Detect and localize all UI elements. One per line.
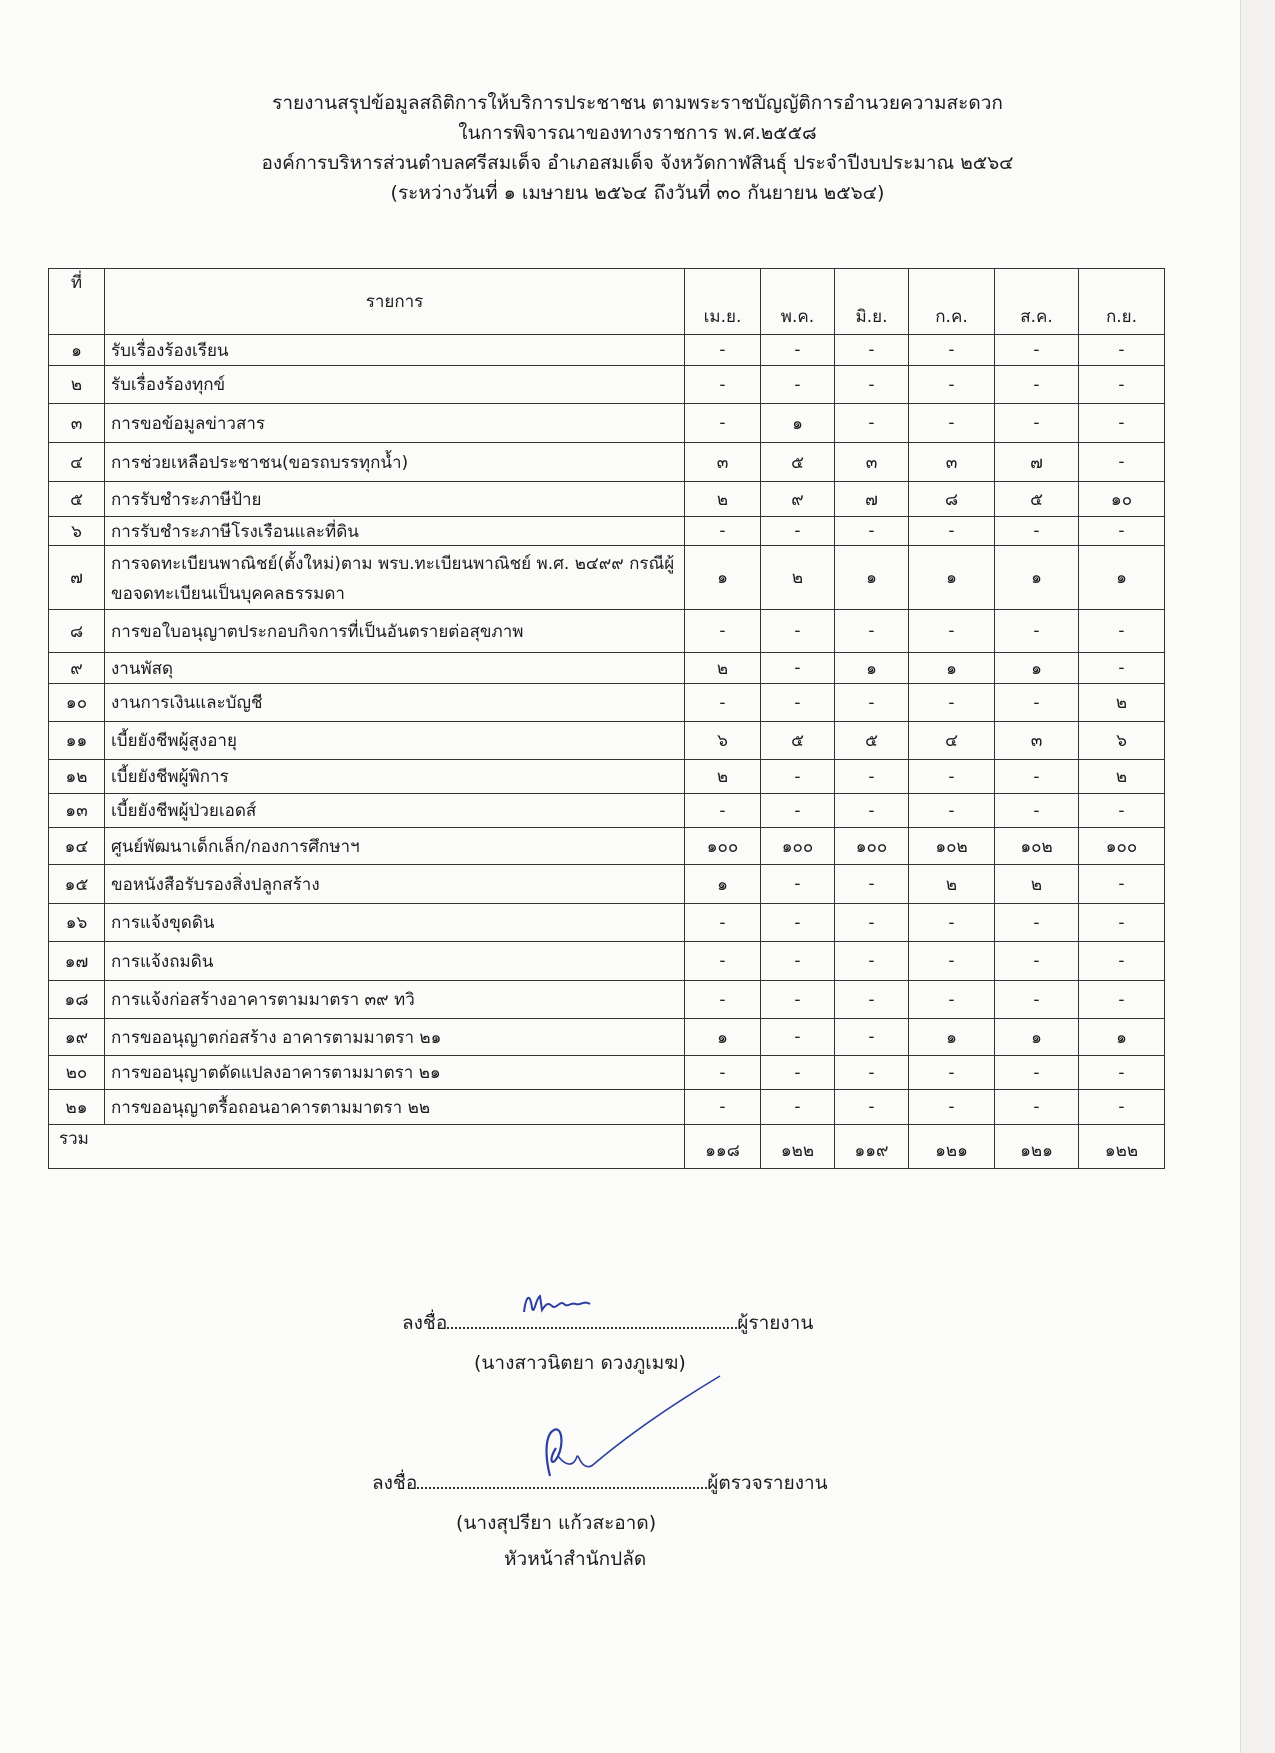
row-item-label: รับเรื่องร้องทุกข์	[105, 366, 685, 404]
table-row	[49, 404, 1165, 443]
row-item-label: เบี้ยยังชีพผู้สูงอายุ	[105, 722, 685, 760]
month-value-cell: -	[909, 517, 995, 546]
month-value-cell: ๑๐๒	[995, 828, 1079, 865]
table-row	[49, 517, 1165, 546]
row-number: ๑๐	[49, 684, 105, 722]
row-number: ๓	[49, 404, 105, 443]
table-row	[49, 794, 1165, 828]
reviewer-position: หัวหน้าสำนักปลัด	[504, 1548, 647, 1570]
total-cell: ๑๑๘	[685, 1125, 761, 1169]
row-item-label: การขอใบอนุญาตประกอบกิจการที่เป็นอันตรายต่อสุขภาพ	[105, 610, 685, 653]
column-header-item: รายการ	[105, 269, 685, 335]
row-item-label: ขอหนังสือรับรองสิ่งปลูกสร้าง	[105, 865, 685, 904]
month-value-cell: -	[761, 981, 835, 1019]
month-value-cell: ๑	[1079, 546, 1165, 610]
month-value-cell: -	[835, 865, 909, 904]
month-value-cell: -	[995, 942, 1079, 981]
table-row	[49, 482, 1165, 517]
row-number: ๑๑	[49, 722, 105, 760]
month-value-cell: -	[995, 981, 1079, 1019]
reporter-name: (นางสาวนิตยา ดวงภูเมฆ)	[474, 1352, 686, 1374]
table-row	[49, 610, 1165, 653]
column-header-month: ก.ค.	[909, 269, 995, 335]
row-number: ๑๕	[49, 865, 105, 904]
month-value-cell: -	[761, 1056, 835, 1090]
month-value-cell: -	[835, 335, 909, 366]
month-value-cell: ๓	[835, 443, 909, 482]
month-value-cell: ๒	[685, 482, 761, 517]
month-value-cell: ๑	[761, 404, 835, 443]
month-value-cell: -	[909, 366, 995, 404]
month-value-cell: -	[1079, 443, 1165, 482]
month-value-cell: ๑๐๐	[685, 828, 761, 865]
month-value-cell: ๑	[685, 865, 761, 904]
month-value-cell: -	[835, 1056, 909, 1090]
month-value-cell: -	[685, 1056, 761, 1090]
month-value-cell: -	[685, 335, 761, 366]
month-value-cell: -	[909, 760, 995, 794]
month-value-cell: -	[995, 335, 1079, 366]
table-row	[49, 904, 1165, 942]
table-row	[49, 865, 1165, 904]
month-value-cell: -	[685, 404, 761, 443]
row-number: ๙	[49, 653, 105, 684]
month-value-cell: -	[995, 794, 1079, 828]
row-item-label: การแจ้งถมดิน	[105, 942, 685, 981]
month-value-cell: -	[995, 904, 1079, 942]
month-value-cell: ๓	[685, 443, 761, 482]
sign-role: ผู้รายงาน	[737, 1312, 814, 1334]
month-value-cell: ๑๐๐	[761, 828, 835, 865]
row-number: ๒๑	[49, 1090, 105, 1125]
row-number: ๑๒	[49, 760, 105, 794]
month-value-cell: -	[761, 1019, 835, 1056]
handwritten-signature-reporter	[520, 1286, 610, 1326]
row-number: ๑๘	[49, 981, 105, 1019]
month-value-cell: ๕	[761, 722, 835, 760]
month-value-cell: ๒	[995, 865, 1079, 904]
month-value-cell: ๒	[1079, 684, 1165, 722]
month-value-cell: -	[685, 904, 761, 942]
month-value-cell: -	[1079, 865, 1165, 904]
month-value-cell: -	[1079, 404, 1165, 443]
month-value-cell: -	[835, 366, 909, 404]
table-row	[49, 942, 1165, 981]
month-value-cell: -	[1079, 981, 1165, 1019]
header-line-4: (ระหว่างวันที่ ๑ เมษายน ๒๕๖๔ ถึงวันที่ ๓๐ กันยายน ๒๕๖๔)	[390, 182, 885, 204]
month-value-cell: ๑	[909, 1019, 995, 1056]
report-header	[0, 88, 1275, 208]
total-cell: ๑๒๒	[761, 1125, 835, 1169]
row-number: ๗	[49, 546, 105, 610]
month-value-cell: ๑	[835, 653, 909, 684]
month-value-cell: ๖	[685, 722, 761, 760]
total-cell: ๑๒๑	[995, 1125, 1079, 1169]
month-value-cell: ๑๐๐	[835, 828, 909, 865]
month-value-cell: -	[835, 404, 909, 443]
row-item-label: งานการเงินและบัญชี	[105, 684, 685, 722]
row-item-label: การจดทะเบียนพาณิชย์(ตั้งใหม่)ตาม พรบ.ทะเบียนพาณิชย์ พ.ศ. ๒๔๙๙ กรณีผู้ขอจดทะเบียนเป็นบุคคลธรรมดา	[105, 546, 685, 610]
row-item-label: การขออนุญาตก่อสร้าง อาคารตามมาตรา ๒๑	[105, 1019, 685, 1056]
month-value-cell: -	[1079, 1056, 1165, 1090]
month-value-cell: -	[909, 610, 995, 653]
month-value-cell: -	[835, 760, 909, 794]
month-value-cell: ๑๐	[1079, 482, 1165, 517]
table-row	[49, 981, 1165, 1019]
month-value-cell: -	[909, 981, 995, 1019]
table-row	[49, 335, 1165, 366]
table-row	[49, 1056, 1165, 1090]
month-value-cell: -	[909, 684, 995, 722]
column-header-month: ก.ย.	[1079, 269, 1165, 335]
row-number: ๖	[49, 517, 105, 546]
total-cell: ๑๒๑	[909, 1125, 995, 1169]
month-value-cell: -	[1079, 942, 1165, 981]
table-row	[49, 1090, 1165, 1125]
month-value-cell: -	[909, 1056, 995, 1090]
month-value-cell: -	[685, 981, 761, 1019]
row-item-label: รับเรื่องร้องเรียน	[105, 335, 685, 366]
month-value-cell: -	[909, 1090, 995, 1125]
month-value-cell: -	[835, 1019, 909, 1056]
total-cell: ๑๑๙	[835, 1125, 909, 1169]
row-number: ๕	[49, 482, 105, 517]
month-value-cell: -	[685, 684, 761, 722]
row-item-label: การขออนุญาตรื้อถอนอาคารตามมาตรา ๒๒	[105, 1090, 685, 1125]
month-value-cell: -	[761, 942, 835, 981]
sign-prefix: ลงชื่อ	[372, 1472, 418, 1494]
column-header-no: ที่	[49, 269, 105, 335]
row-item-label: การขอข้อมูลข่าวสาร	[105, 404, 685, 443]
month-value-cell: -	[1079, 904, 1165, 942]
month-value-cell: ๒	[685, 760, 761, 794]
row-number: ๑๙	[49, 1019, 105, 1056]
table-row	[49, 1019, 1165, 1056]
month-value-cell: -	[835, 942, 909, 981]
column-header-month: พ.ค.	[761, 269, 835, 335]
month-value-cell: -	[761, 904, 835, 942]
month-value-cell: -	[761, 865, 835, 904]
month-value-cell: -	[995, 760, 1079, 794]
month-value-cell: ๑	[995, 653, 1079, 684]
row-item-label: การแจ้งก่อสร้างอาคารตามมาตรา ๓๙ ทวิ	[105, 981, 685, 1019]
month-value-cell: -	[685, 366, 761, 404]
month-value-cell: -	[909, 794, 995, 828]
month-value-cell: ๗	[835, 482, 909, 517]
month-value-cell: -	[685, 942, 761, 981]
month-value-cell: ๘	[909, 482, 995, 517]
statistics-table	[48, 268, 1165, 1169]
month-value-cell: -	[685, 794, 761, 828]
row-number: ๑๖	[49, 904, 105, 942]
month-value-cell: -	[909, 942, 995, 981]
month-value-cell: -	[1079, 517, 1165, 546]
month-value-cell: -	[995, 404, 1079, 443]
table-row	[49, 443, 1165, 482]
month-value-cell: -	[835, 684, 909, 722]
month-value-cell: -	[835, 904, 909, 942]
month-value-cell: -	[1079, 653, 1165, 684]
month-value-cell: ๙	[761, 482, 835, 517]
month-value-cell: -	[835, 981, 909, 1019]
month-value-cell: -	[761, 366, 835, 404]
month-value-cell: ๒	[685, 653, 761, 684]
month-value-cell: ๑	[685, 546, 761, 610]
row-item-label: การขออนุญาตดัดแปลงอาคารตามมาตรา ๒๑	[105, 1056, 685, 1090]
month-value-cell: -	[685, 517, 761, 546]
month-value-cell: -	[761, 610, 835, 653]
column-header-month: มิ.ย.	[835, 269, 909, 335]
sign-role: ผู้ตรวจรายงาน	[707, 1472, 828, 1494]
handwritten-signature-reviewer	[530, 1372, 730, 1486]
month-value-cell: ๔	[909, 722, 995, 760]
month-value-cell: ๑	[685, 1019, 761, 1056]
month-value-cell: -	[685, 610, 761, 653]
row-number: ๑๗	[49, 942, 105, 981]
table-body	[49, 335, 1165, 1125]
month-value-cell: -	[835, 1090, 909, 1125]
row-item-label: งานพัสดุ	[105, 653, 685, 684]
table-header-row	[49, 269, 1165, 335]
month-value-cell: ๑	[995, 1019, 1079, 1056]
month-value-cell: -	[1079, 366, 1165, 404]
month-value-cell: -	[835, 794, 909, 828]
table-row	[49, 828, 1165, 865]
month-value-cell: -	[835, 517, 909, 546]
row-number: ๑๔	[49, 828, 105, 865]
month-value-cell: -	[909, 404, 995, 443]
month-value-cell: ๗	[995, 443, 1079, 482]
month-value-cell: -	[685, 1090, 761, 1125]
table-row	[49, 760, 1165, 794]
month-value-cell: -	[995, 1090, 1079, 1125]
total-label: รวม	[49, 1125, 685, 1169]
month-value-cell: -	[1079, 610, 1165, 653]
month-value-cell: -	[761, 335, 835, 366]
month-value-cell: ๕	[761, 443, 835, 482]
row-number: ๘	[49, 610, 105, 653]
row-item-label: การแจ้งขุดดิน	[105, 904, 685, 942]
month-value-cell: -	[995, 366, 1079, 404]
table-row	[49, 653, 1165, 684]
row-item-label: เบี้ยยังชีพผู้ป่วยเอดส์	[105, 794, 685, 828]
sign-prefix: ลงชื่อ	[402, 1312, 448, 1334]
month-value-cell: ๖	[1079, 722, 1165, 760]
month-value-cell: -	[761, 760, 835, 794]
row-number: ๑	[49, 335, 105, 366]
table-row	[49, 684, 1165, 722]
month-value-cell: -	[1079, 335, 1165, 366]
row-item-label: การรับชำระภาษีป้าย	[105, 482, 685, 517]
column-header-month: ส.ค.	[995, 269, 1079, 335]
row-item-label: การช่วยเหลือประชาชน(ขอรถบรรทุกน้ำ)	[105, 443, 685, 482]
row-item-label: การรับชำระภาษีโรงเรือนและที่ดิน	[105, 517, 685, 546]
month-value-cell: ๑๐๐	[1079, 828, 1165, 865]
header-line-3: องค์การบริหารส่วนตำบลศรีสมเด็จ อำเภอสมเด็จ จังหวัดกาฬสินธุ์ ประจำปีงบประมาณ ๒๕๖๔	[261, 152, 1014, 174]
total-cell: ๑๒๒	[1079, 1125, 1165, 1169]
month-value-cell: ๑	[909, 546, 995, 610]
table-row	[49, 546, 1165, 610]
month-value-cell: ๑๐๒	[909, 828, 995, 865]
reviewer-name: (นางสุปรียา แก้วสะอาด)	[456, 1512, 657, 1534]
month-value-cell: -	[761, 684, 835, 722]
month-value-cell: -	[909, 335, 995, 366]
month-value-cell: -	[761, 794, 835, 828]
row-item-label: ศูนย์พัฒนาเด็กเล็ก/กองการศึกษาฯ	[105, 828, 685, 865]
month-value-cell: ๒	[761, 546, 835, 610]
header-line-1: รายงานสรุปข้อมูลสถิติการให้บริการประชาชน ตามพระราชบัญญัติการอำนวยความสะดวก	[272, 92, 1003, 114]
month-value-cell: -	[909, 904, 995, 942]
month-value-cell: -	[995, 517, 1079, 546]
table-row	[49, 722, 1165, 760]
month-value-cell: ๓	[995, 722, 1079, 760]
month-value-cell: ๒	[1079, 760, 1165, 794]
row-number: ๑๓	[49, 794, 105, 828]
month-value-cell: ๑	[835, 546, 909, 610]
month-value-cell: ๑	[995, 546, 1079, 610]
month-value-cell: ๑	[909, 653, 995, 684]
header-line-2: ในการพิจารณาของทางราชการ พ.ศ.๒๕๕๘	[458, 122, 817, 144]
month-value-cell: -	[995, 610, 1079, 653]
month-value-cell: ๒	[909, 865, 995, 904]
row-number: ๒	[49, 366, 105, 404]
row-number: ๔	[49, 443, 105, 482]
month-value-cell: ๑	[1079, 1019, 1165, 1056]
month-value-cell: -	[761, 517, 835, 546]
month-value-cell: ๕	[835, 722, 909, 760]
table-row	[49, 366, 1165, 404]
month-value-cell: -	[995, 684, 1079, 722]
month-value-cell: -	[1079, 1090, 1165, 1125]
month-value-cell: -	[761, 653, 835, 684]
column-header-month: เม.ย.	[685, 269, 761, 335]
month-value-cell: ๕	[995, 482, 1079, 517]
row-number: ๒๐	[49, 1056, 105, 1090]
month-value-cell: -	[835, 610, 909, 653]
month-value-cell: ๓	[909, 443, 995, 482]
month-value-cell: -	[1079, 794, 1165, 828]
row-item-label: เบี้ยยังชีพผู้พิการ	[105, 760, 685, 794]
total-row	[49, 1125, 1165, 1169]
month-value-cell: -	[761, 1090, 835, 1125]
month-value-cell: -	[995, 1056, 1079, 1090]
